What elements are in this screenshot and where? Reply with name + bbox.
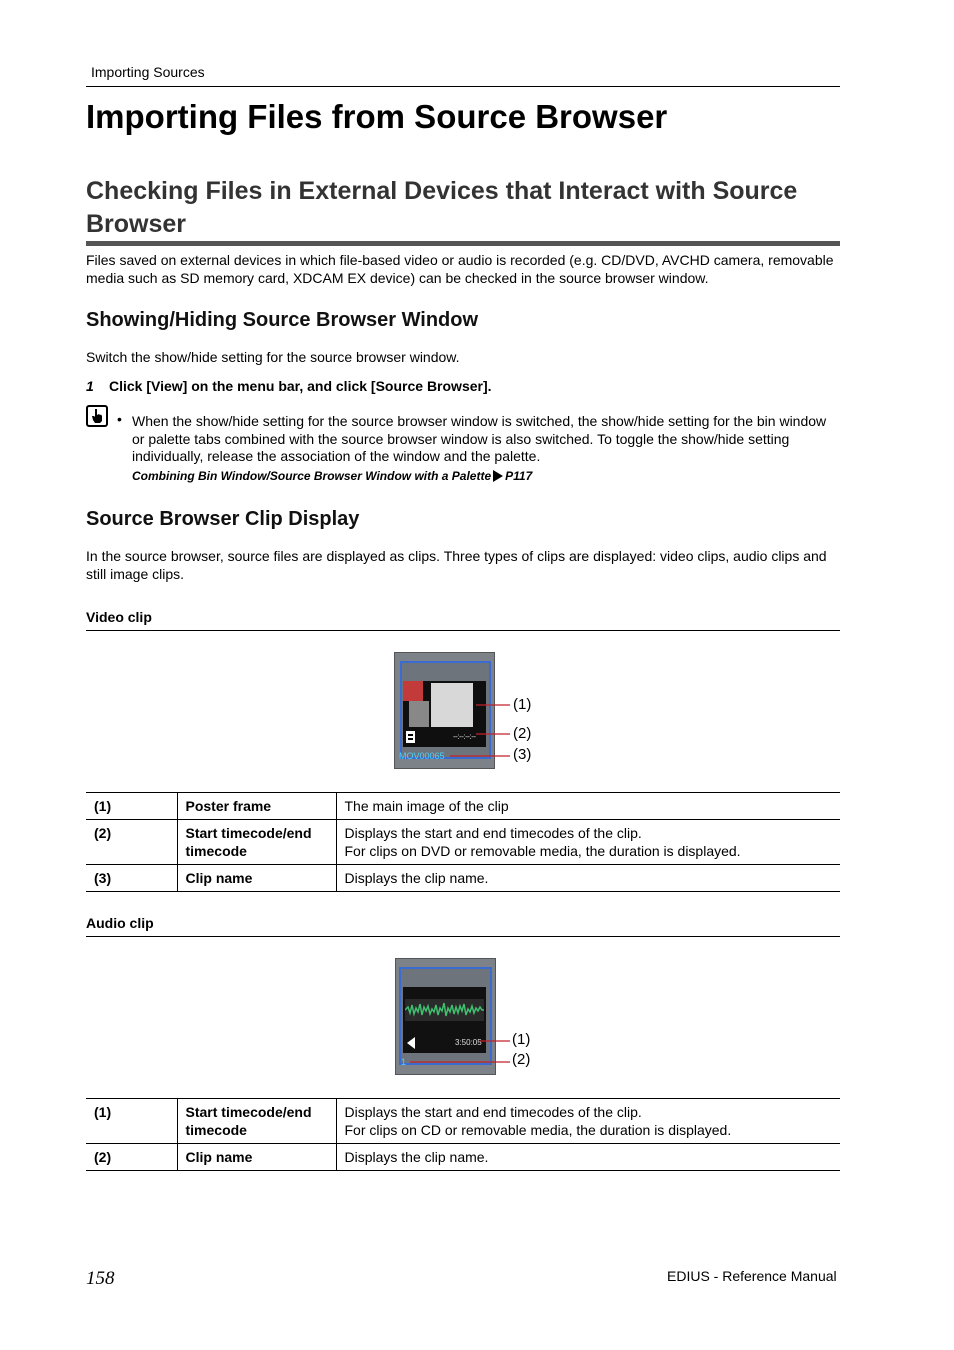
step-number: 1 [86,378,94,394]
table-row [86,865,840,892]
note-text: When the show/hide setting for the source browser window is switched, the show/hide setting for the bin window or palette tabs combined with the source browser window is also switched. To toggle the show/hide setting individually, release the association of the window and the palette. [132,413,827,464]
audio-clip-rule [86,936,840,937]
audio-clip-label: Audio clip [86,915,154,931]
film-icon [406,731,415,743]
video-callout-2: (2) [513,725,532,742]
page-number: 158 [86,1268,115,1289]
video-callout-lines [440,695,520,765]
waveform [405,999,484,1021]
cross-reference-link[interactable] [132,469,532,483]
row-description: Displays the clip name. [336,865,840,892]
page-title: Importing Files from Source Browser [86,98,668,135]
poster-grey-area [409,701,429,727]
manual-title: EDIUS - Reference Manual [667,1268,837,1284]
hand-pointing-icon [86,405,108,427]
poster-red-area [403,681,423,701]
video-clip-rule [86,630,840,631]
section-heading: Checking Files in External Devices that Interact with Source Browser [86,177,798,238]
row-description: Displays the start and end timecodes of the clip. For clips on CD or removable media, the duration is displayed. [336,1099,840,1144]
xref-page: P117 [505,469,533,483]
row-description: Displays the clip name. [336,1144,840,1171]
audio-clip-table [86,1098,840,1171]
clip-display-text: In the source browser, source files are displayed as clips. Three types of clips are displayed: video clips, audio clips and still image clips. [86,548,827,582]
video-clip-label: Video clip [86,609,152,625]
row-number: (3) [86,865,177,892]
show-hide-heading: Showing/Hiding Source Browser Window [86,309,479,331]
row-name: Start timecode/end timecode [177,1099,336,1144]
xref-text: Combining Bin Window/Source Browser Window with a Palette [132,469,492,483]
row-description: The main image of the clip [336,793,840,820]
table-row [86,793,840,820]
row-description: Displays the start and end timecodes of the clip. For clips on DVD or removable media, the duration is displayed. [336,820,840,865]
row-number: (2) [86,1144,177,1171]
audio-callout-2: (2) [512,1051,531,1068]
video-callout-3: (3) [513,746,532,763]
row-number: (2) [86,820,177,865]
table-row [86,1144,840,1171]
audio-timecode: 3:50:05 [455,1038,482,1047]
row-number: (1) [86,1099,177,1144]
table-row [86,1099,840,1144]
audio-clip-name: 1 [401,1057,407,1067]
video-clip-table [86,792,840,892]
note-bullet: • [117,411,122,427]
step-1 [86,378,492,394]
step-text: Click [View] on the menu bar, and click [Source Browser]. [109,378,492,394]
table-row [86,820,840,865]
audio-callout-lines [405,1035,510,1070]
audio-callout-1: (1) [512,1031,531,1048]
row-name: Poster frame [177,793,336,820]
arrow-right-icon [493,470,503,482]
running-head: Importing Sources [91,64,205,80]
row-name: Clip name [177,1144,336,1171]
row-name: Start timecode/end timecode [177,820,336,865]
row-number: (1) [86,793,177,820]
clip-display-heading: Source Browser Clip Display [86,508,360,530]
section-heading-rule [86,241,840,246]
section-intro: Files saved on external devices in which file-based video or audio is recorded (e.g. CD/DVD, AVCHD camera, removable media such as SD memory card, XDCAM EX device) can be checked in the source browser window. [86,252,834,286]
show-hide-text: Switch the show/hide setting for the source browser window. [86,349,460,365]
video-clip-name: MOV00065 [399,751,445,761]
row-name: Clip name [177,865,336,892]
video-callout-1: (1) [513,696,532,713]
video-timecode: --:--:--:-- [453,732,476,741]
header-rule [86,86,840,87]
